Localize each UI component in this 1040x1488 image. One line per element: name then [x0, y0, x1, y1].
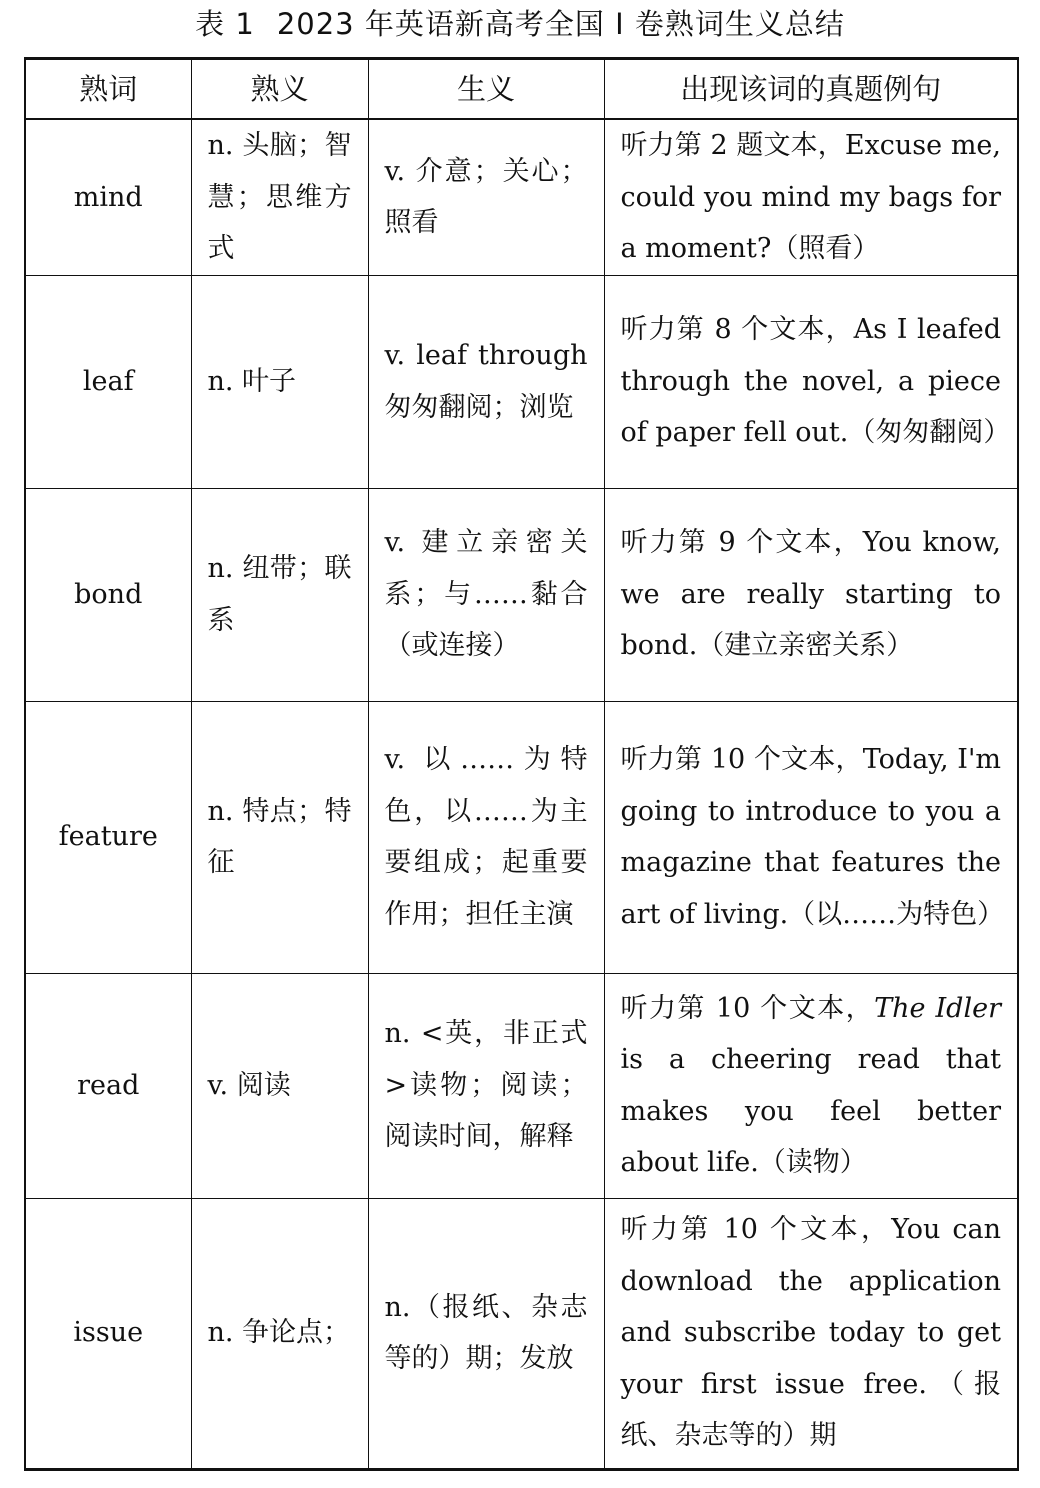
cell-example-sentence: 听力第 10 个文本，Today, I'm going to introduce to you a magazine that features the art of living.（以……为特色）	[604, 701, 1018, 973]
cell-word: feature	[25, 701, 191, 973]
table-row	[25, 119, 1018, 275]
cell-new-meaning: v. 介意；关心；照看	[368, 119, 604, 275]
cell-example-sentence	[604, 973, 1018, 1198]
cell-new-meaning: n.（报纸、杂志等的）期；发放	[368, 1198, 604, 1469]
cell-word: mind	[25, 119, 191, 275]
cell-familiar-meaning: n. 头脑；智慧；思维方式	[191, 119, 368, 275]
cell-familiar-meaning: v. 阅读	[191, 973, 368, 1198]
table-header	[25, 59, 1018, 120]
cell-new-meaning: n. <英，非正式>读物；阅读；阅读时间，解释	[368, 973, 604, 1198]
caption-label: 表 1	[195, 7, 255, 41]
cell-familiar-meaning: n. 纽带；联系	[191, 488, 368, 701]
cell-word: leaf	[25, 275, 191, 488]
header-new-meaning: 生义	[368, 59, 604, 120]
cell-new-meaning: v. 以……为特色，以……为主要组成；起重要作用；担任主演	[368, 701, 604, 973]
table-row	[25, 701, 1018, 973]
cell-example-sentence: 听力第 2 题文本，Excuse me, could you mind my bags for a moment?（照看）	[604, 119, 1018, 275]
example-title-italic: The Idler	[874, 992, 1001, 1024]
table-body	[25, 119, 1018, 1469]
cell-familiar-meaning: n. 特点；特征	[191, 701, 368, 973]
cell-word: bond	[25, 488, 191, 701]
vocabulary-table	[24, 57, 1019, 1471]
example-suffix: is a cheering read that makes you feel better about life.（读物）	[620, 1044, 1001, 1178]
table-row	[25, 488, 1018, 701]
cell-word: read	[25, 973, 191, 1198]
cell-example-sentence: 听力第 9 个文本，You know, we are really starting to bond.（建立亲密关系）	[604, 488, 1018, 701]
table-row	[25, 275, 1018, 488]
header-row	[25, 59, 1018, 120]
cell-example-sentence: 听力第 8 个文本，As I leafed through the novel, a piece of paper fell out.（匆匆翻阅）	[604, 275, 1018, 488]
cell-familiar-meaning: n. 争论点；	[191, 1198, 368, 1469]
cell-word: issue	[25, 1198, 191, 1469]
cell-new-meaning: v. leaf through 匆匆翻阅；浏览	[368, 275, 604, 488]
header-example-sentence: 出现该词的真题例句	[604, 59, 1018, 120]
cell-new-meaning: v. 建立亲密关系；与……黏合（或连接）	[368, 488, 604, 701]
cell-familiar-meaning: n. 叶子	[191, 275, 368, 488]
header-familiar-meaning: 熟义	[191, 59, 368, 120]
table-caption	[0, 4, 1040, 44]
table-row	[25, 1198, 1018, 1469]
cell-example-sentence: 听力第 10 个文本，You can download the application and subscribe today to get your first issue free.（报纸、杂志等的）期	[604, 1198, 1018, 1469]
table-row	[25, 973, 1018, 1198]
example-prefix: 听力第 10 个文本，	[620, 992, 875, 1024]
header-word: 熟词	[25, 59, 191, 120]
caption-title: 2023 年英语新高考全国 Ⅰ 卷熟词生义总结	[276, 7, 845, 41]
